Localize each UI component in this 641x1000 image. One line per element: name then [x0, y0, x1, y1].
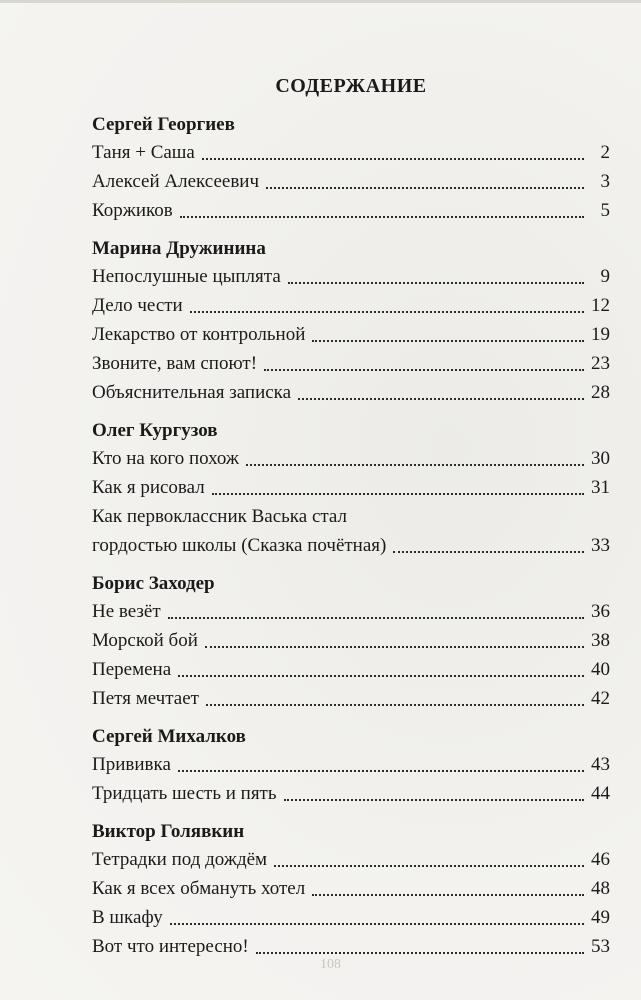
- toc-entry[interactable]: [92, 531, 610, 560]
- entry-page: 43: [591, 754, 610, 775]
- entry-page: 38: [591, 630, 610, 651]
- entry-page: 31: [591, 477, 610, 498]
- author-heading: Олег Кургузов: [92, 420, 218, 441]
- toc-entry[interactable]: [92, 684, 610, 713]
- toc-entry[interactable]: [92, 138, 610, 167]
- entry-page: 9: [600, 266, 610, 287]
- dot-leader: [178, 770, 584, 772]
- entry-page: 28: [591, 382, 610, 403]
- dot-leader: [168, 617, 584, 619]
- entry-title: В шкафу: [92, 907, 163, 928]
- toc-entry[interactable]: [92, 932, 610, 961]
- author-heading: Марина Дружинина: [92, 238, 266, 259]
- author-heading: Борис Заходер: [92, 573, 215, 594]
- dot-leader: [178, 675, 584, 677]
- entry-title: Вот что интересно!: [92, 936, 249, 957]
- dot-leader: [298, 398, 584, 400]
- entry-page: 48: [591, 878, 610, 899]
- entry-title: Алексей Алексеевич: [92, 171, 260, 192]
- toc-entry[interactable]: [92, 291, 610, 320]
- table-of-contents: [92, 72, 610, 961]
- entry-page: 44: [591, 783, 610, 804]
- entry-page: 46: [591, 849, 610, 870]
- entry-title: Морской бой: [92, 630, 198, 651]
- dot-leader: [206, 704, 584, 706]
- dot-leader: [180, 216, 584, 218]
- toc-entry[interactable]: [92, 378, 610, 407]
- entry-title: Перемена: [92, 659, 172, 680]
- entry-title: Объяснительная записка: [92, 382, 292, 403]
- entry-page: 49: [591, 907, 610, 928]
- page-edge: [0, 0, 641, 3]
- toc-entry[interactable]: [92, 167, 610, 196]
- dot-leader: [312, 340, 584, 342]
- toc-entry[interactable]: [92, 444, 610, 473]
- dot-leader: [393, 551, 584, 553]
- dot-leader: [312, 894, 584, 896]
- entry-title: Тетрадки под дождём: [92, 849, 268, 870]
- entry-page: 23: [591, 353, 610, 374]
- toc-entry[interactable]: [92, 626, 610, 655]
- entry-page: 12: [591, 295, 610, 316]
- dot-leader: [190, 311, 584, 313]
- dot-leader: [170, 923, 584, 925]
- author-heading: Сергей Георгиев: [92, 114, 235, 135]
- dot-leader: [274, 865, 584, 867]
- dot-leader: [202, 158, 584, 160]
- toc-title: СОДЕРЖАНИЕ: [275, 75, 427, 97]
- toc-entry[interactable]: [92, 845, 610, 874]
- entry-title-first-line[interactable]: Как первоклассник Васька стал: [92, 506, 347, 527]
- toc-entry[interactable]: [92, 473, 610, 502]
- entry-title: Коржиков: [92, 200, 173, 221]
- entry-title: Лекарство от контрольной: [92, 324, 306, 345]
- dot-leader: [205, 646, 584, 648]
- entry-title: Непослушные цыплята: [92, 266, 281, 287]
- entry-title: Кто на кого похож: [92, 448, 240, 469]
- toc-entry[interactable]: [92, 262, 610, 291]
- dot-leader: [288, 282, 584, 284]
- dot-leader: [256, 952, 584, 954]
- entry-page: 3: [600, 171, 610, 192]
- toc-entry[interactable]: [92, 196, 610, 225]
- entry-title: Звоните, вам споют!: [92, 353, 258, 374]
- entry-title: Как я рисовал: [92, 477, 205, 498]
- entry-title: Как я всех обмануть хотел: [92, 878, 306, 899]
- entry-page: 40: [591, 659, 610, 680]
- toc-entry[interactable]: [92, 320, 610, 349]
- entry-title: Таня + Саша: [92, 142, 195, 163]
- dot-leader: [246, 464, 584, 466]
- toc-entry[interactable]: [92, 655, 610, 684]
- author-heading: Виктор Голявкин: [92, 821, 245, 842]
- toc-entry[interactable]: [92, 903, 610, 932]
- toc-entry[interactable]: [92, 874, 610, 903]
- author-heading: Сергей Михалков: [92, 726, 246, 747]
- entry-title: Петя мечтает: [92, 688, 199, 709]
- toc-entry[interactable]: [92, 349, 610, 378]
- dot-leader: [284, 799, 584, 801]
- dot-leader: [266, 187, 584, 189]
- toc-entry[interactable]: [92, 779, 610, 808]
- page-number: 108: [320, 957, 341, 972]
- entry-page: 5: [600, 200, 610, 221]
- entry-page: 42: [591, 688, 610, 709]
- entry-page: 2: [600, 142, 610, 163]
- toc-entry[interactable]: [92, 750, 610, 779]
- entry-title: гордостью школы (Сказка почётная): [92, 535, 387, 556]
- dot-leader: [264, 369, 584, 371]
- entry-title: Не везёт: [92, 601, 161, 622]
- entry-title: Тридцать шесть и пять: [92, 783, 277, 804]
- toc-entry[interactable]: [92, 597, 610, 626]
- entry-page: 19: [591, 324, 610, 345]
- entry-page: 36: [591, 601, 610, 622]
- entry-page: 33: [591, 535, 610, 556]
- entry-title: Прививка: [92, 754, 171, 775]
- entry-title: Дело чести: [92, 295, 183, 316]
- dot-leader: [212, 493, 584, 495]
- entry-page: 53: [591, 936, 610, 957]
- entry-page: 30: [591, 448, 610, 469]
